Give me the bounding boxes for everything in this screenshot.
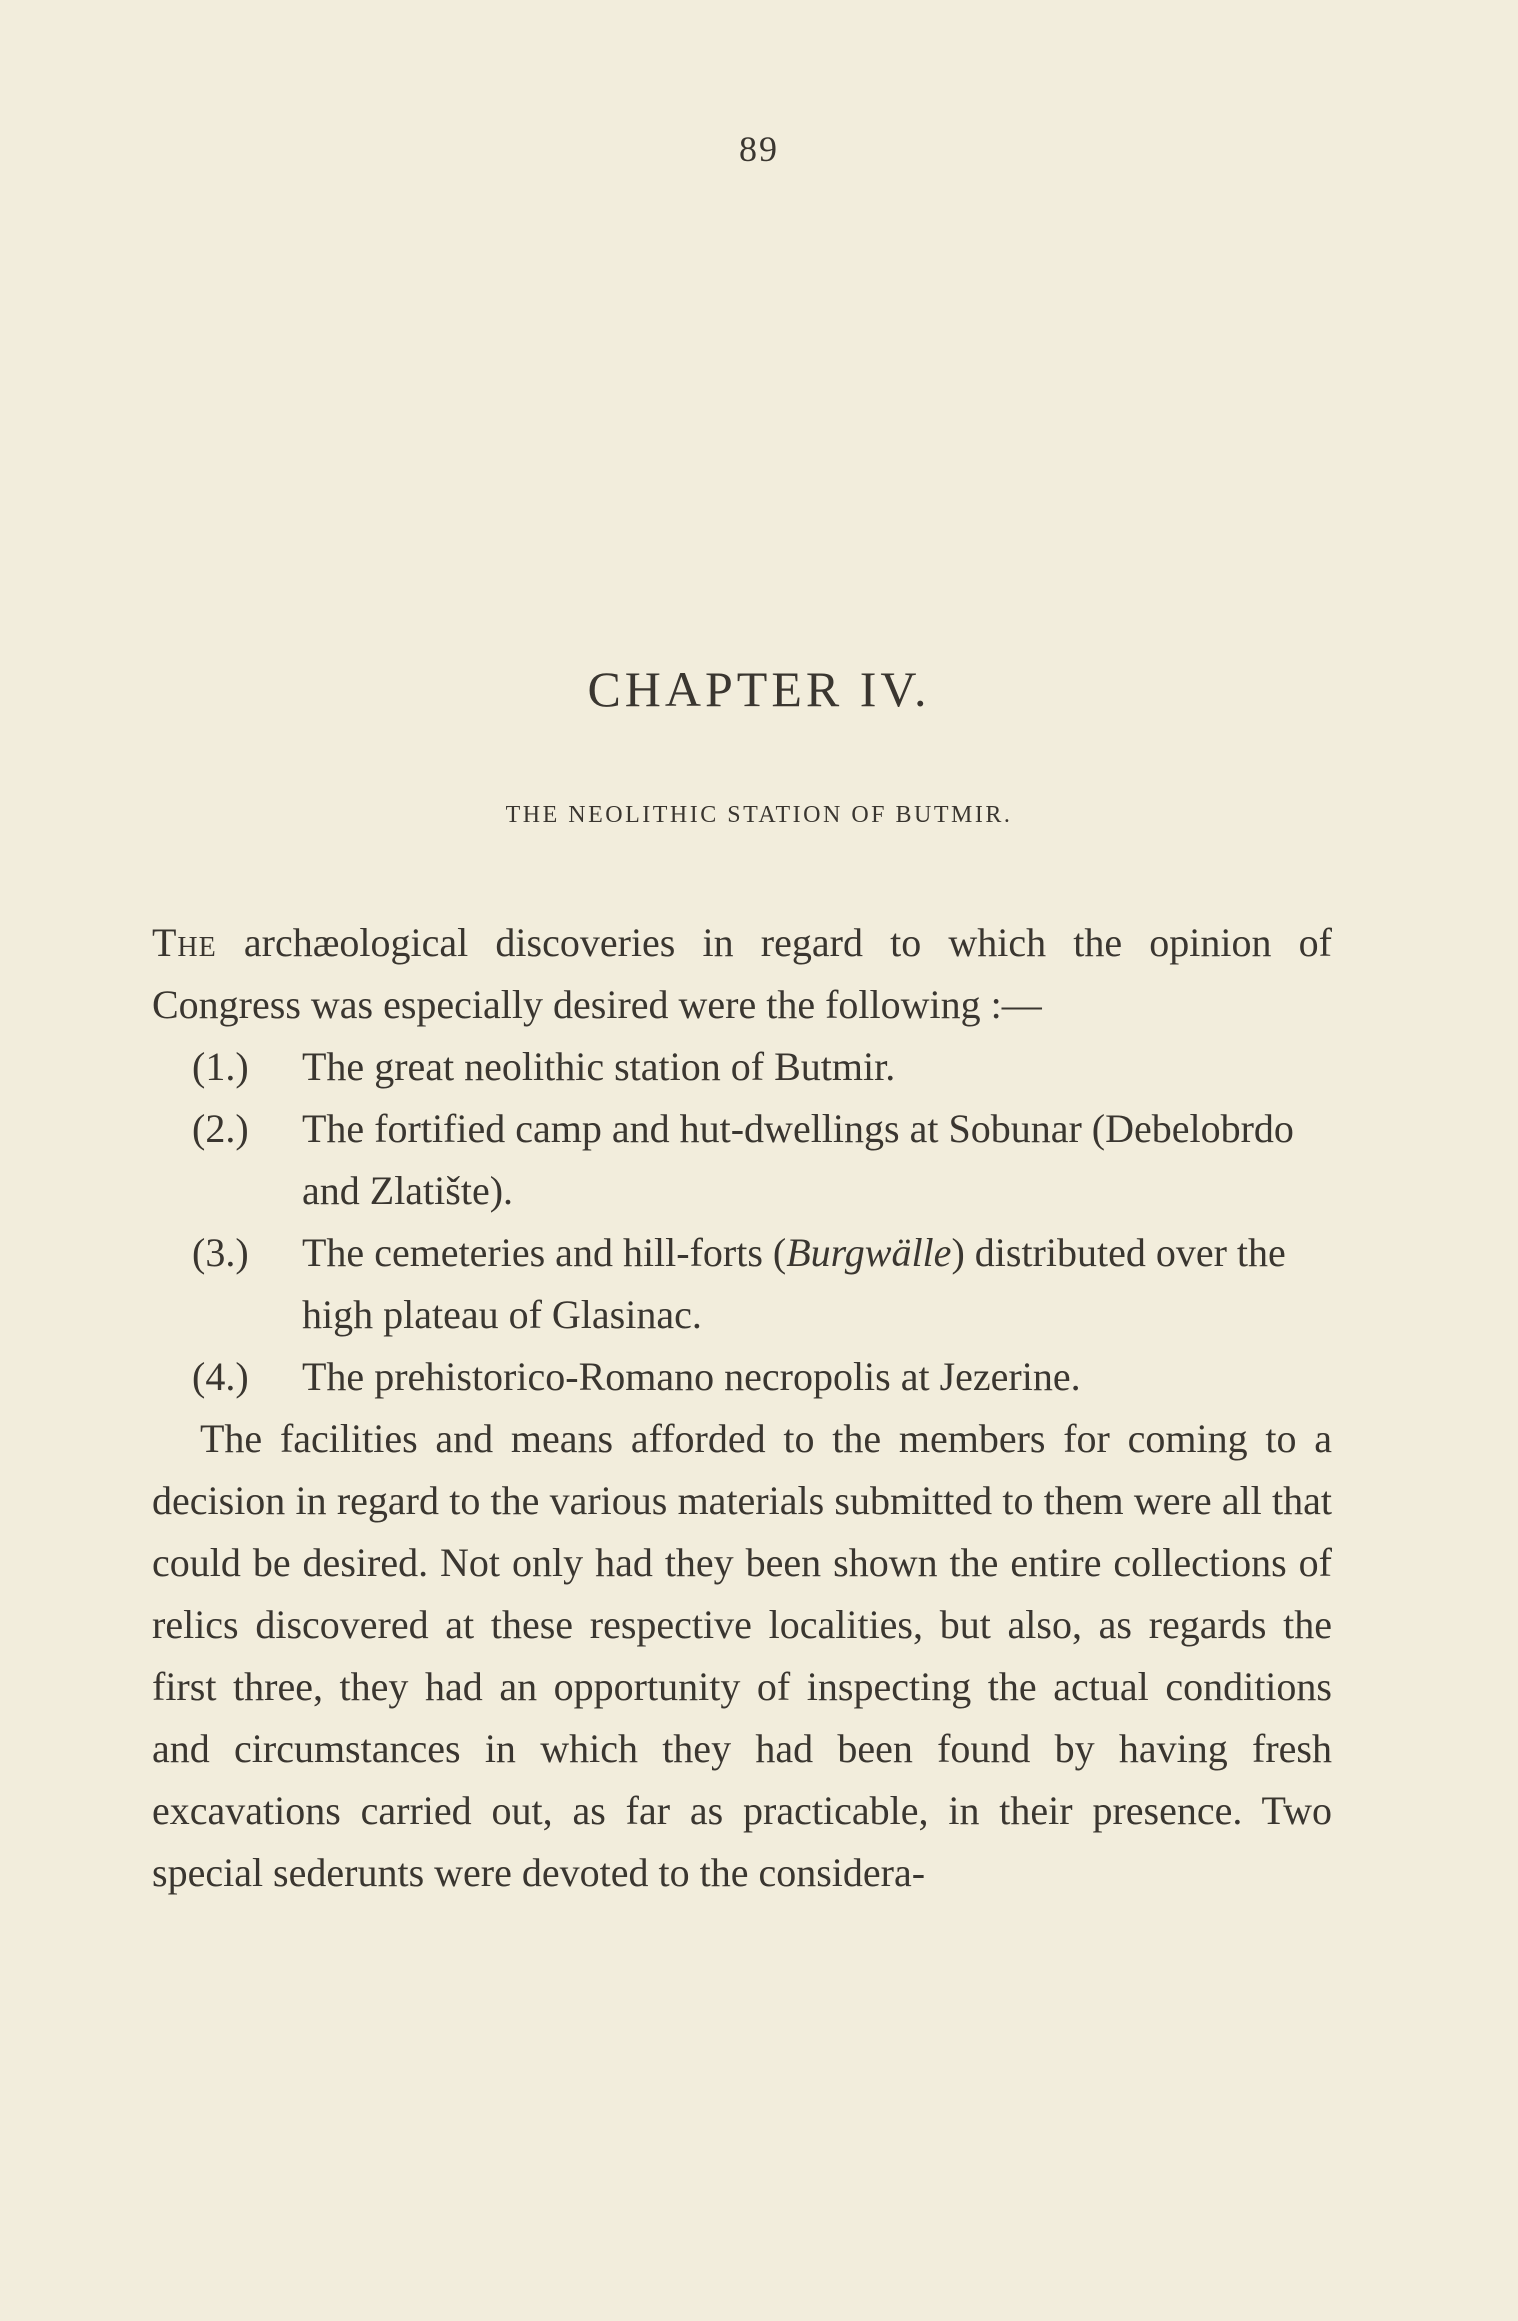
- list-item: [152, 1098, 1332, 1222]
- intro-paragraph: [152, 912, 1332, 1036]
- list-item-text-after: ) distributed over the high plateau of Glasinac.: [302, 1230, 1286, 1337]
- list-item-text: [302, 1222, 1332, 1346]
- list-item-text: The great neolithic station of Butmir.: [302, 1044, 896, 1089]
- main-paragraph: The facilities and means afforded to the members for coming to a decision in regard to the various materials submitted to them were all that could be desired. Not only had they been shown the entire collections of relics discovered at these respective localities, but also, as regards the first three, they had an opportunity of inspecting the actual conditions and circumstances in which they had been found by having fresh excavations carried out, as far as practicable, in their presence. Two special sederunts were devoted to the considera-: [152, 1416, 1332, 1895]
- list-item: [152, 1346, 1332, 1408]
- list-item: [152, 1036, 1332, 1098]
- list-item-text: The prehistorico-Romano necropolis at Jezerine.: [302, 1354, 1081, 1399]
- intro-text: archæological discoveries in regard to which the opinion of Congress was especially desired were the following :—: [152, 920, 1332, 1027]
- body-text: [152, 912, 1332, 1904]
- list-item-number: (4.): [192, 1354, 249, 1399]
- list-item-number: (3.): [192, 1230, 249, 1275]
- chapter-subtitle: THE NEOLITHIC STATION OF BUTMIR.: [505, 802, 1013, 828]
- list-item-number: (1.): [192, 1044, 249, 1089]
- list-item-text: The fortified camp and hut-dwellings at Sobunar (Debelobrdo and Zlatište).: [302, 1106, 1294, 1213]
- chapter-title: CHAPTER IV.: [587, 661, 931, 717]
- list-item: [152, 1222, 1332, 1346]
- discovery-list: [152, 1036, 1332, 1408]
- page-number: 89: [739, 129, 779, 169]
- list-item-text-before: The cemeteries and hill-forts (: [302, 1230, 787, 1275]
- list-item-italic-term: Burgwälle: [786, 1230, 952, 1275]
- list-item-number: (2.): [192, 1106, 249, 1151]
- intro-lead-word: The: [152, 920, 217, 965]
